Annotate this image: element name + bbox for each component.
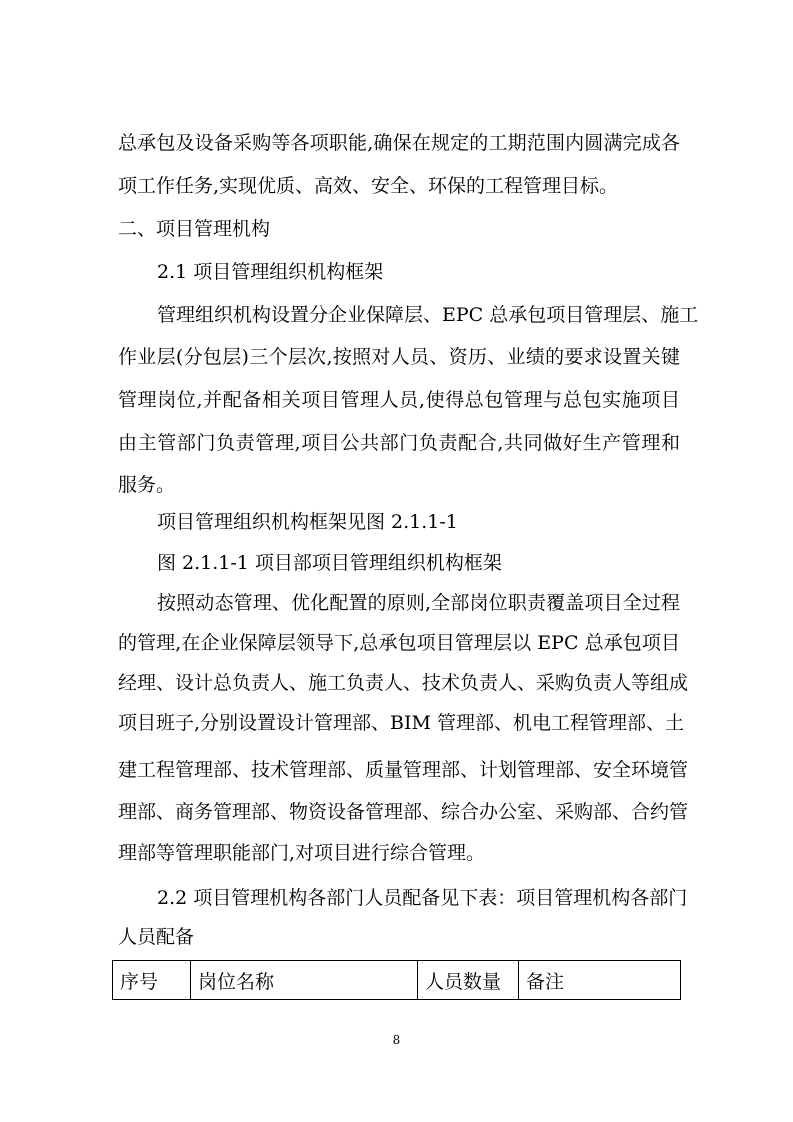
- section-heading: 二、项目管理机构: [118, 218, 271, 240]
- subsection-heading-2-2: 2.2 项目管理机构各部门人员配备见下表：项目管理机构各部门: [157, 887, 688, 909]
- paragraph-line: 管理岗位,并配备相关项目管理人员,使得总包管理与总包实施项目: [118, 389, 680, 411]
- paragraph-line: 理部、商务管理部、物资设备管理部、综合办公室、采购部、合约管: [118, 801, 689, 823]
- line-1: 总承包及设备采购等各项职能,确保在规定的工期范围内圆满完成各: [118, 132, 680, 154]
- paragraph-line: 的管理,在企业保障层领导下,总承包项目管理层以 EPC 总承包项目: [118, 632, 680, 654]
- paragraph-line: 管理组织机构设置分企业保障层、EPC 总承包项目管理层、施工: [157, 304, 699, 326]
- page-number: 8: [392, 1033, 401, 1047]
- paragraph-line: 按照动态管理、优化配置的原则,全部岗位职责覆盖项目全过程: [157, 592, 680, 614]
- paragraph-line: 经理、设计总负责人、施工负责人、技术负责人、采购负责人等组成: [118, 672, 689, 694]
- figure-caption: 图 2.1.1-1 项目部项目管理组织机构框架: [157, 552, 502, 574]
- header-index: 序号: [113, 961, 191, 1000]
- subsection-heading-2-1: 2.1 项目管理组织机构框架: [157, 261, 384, 283]
- header-remarks: 备注: [519, 961, 681, 1000]
- paragraph-line: 服务。: [118, 474, 176, 496]
- staffing-table: [112, 960, 681, 1000]
- paragraph-line: 由主管部门负责管理,项目公共部门负责配合,共同做好生产管理和: [118, 432, 680, 454]
- paragraph-line: 项目班子,分别设置设计管理部、BIM 管理部、机电工程管理部、土: [118, 712, 685, 734]
- header-count: 人员数量: [418, 961, 519, 1000]
- paragraph-line: 作业层(分包层)三个层次,按照对人员、资历、业绩的要求设置关键: [118, 346, 680, 368]
- paragraph-line: 理部等管理职能部门,对项目进行综合管理。: [118, 842, 486, 864]
- line-2: 项工作任务,实现优质、高效、安全、环保的工程管理目标。: [118, 175, 619, 197]
- paragraph-line: 建工程管理部、技术管理部、质量管理部、计划管理部、安全环境管: [118, 759, 689, 781]
- table-header-row: [113, 961, 681, 1000]
- header-position: 岗位名称: [191, 961, 418, 1000]
- figure-reference: 项目管理组织机构框架见图 2.1.1-1: [157, 511, 458, 533]
- paragraph-line: 人员配备: [118, 926, 195, 948]
